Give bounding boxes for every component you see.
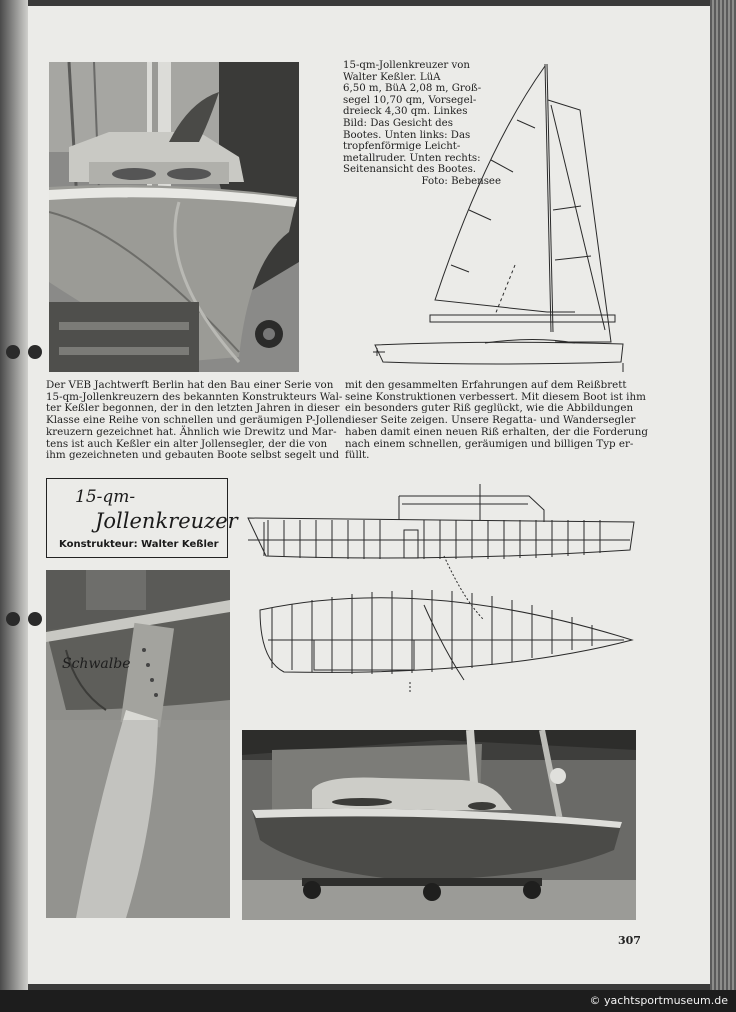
article-line: nach einem schnellen, geräumigen und billigen Typ er- [345,437,634,450]
caption-line: segel 10,70 qm, Vorsegel- [343,94,477,106]
article-column-right [345,379,648,462]
caption-line: dreieck 4,30 qm. Linkes [343,106,468,118]
caption-line: 6,50 m, BüA 2,08 m, Groß- [343,83,482,95]
article-line: tens ist auch Keßler ein alter Jollensegler, der die von [46,437,328,450]
caption-line: 15-qm-Jollenkreuzer von [343,60,470,71]
binder-hole [6,345,20,359]
article-line: 15-qm-Jollenkreuzern des bekannten Konstrukteurs Wal- [46,390,343,403]
article-line: kreuzern gezeichnet hat. Ähnlich wie Drewitz und Mar- [46,425,337,438]
watermark: © yachtsportmuseum.de [589,994,728,1007]
title-box [46,478,238,558]
article-line: mit den gesammelten Erfahrungen auf dem Reißbrett [345,379,627,391]
article-line: ihm gezeichneten und gebauten Boote selbst segelt und [46,449,340,462]
article-line: füllt. [345,449,370,462]
binder-hole [6,612,20,626]
article-line: seine Konstruktionen verbessert. Mit diesem Boot ist ihm [345,390,646,403]
article-line: Der VEB Jachtwerft Berlin hat den Bau einer Serie von [46,379,334,391]
article-line: Klasse eine Reihe von schnellen und geräumigen P-Jollen- [46,414,349,427]
article-column-left [46,379,349,462]
construction-plan-drawing [244,480,640,702]
book-page-stack [710,0,736,990]
caption-line: Bootes. Unten links: Das [343,129,471,141]
caption-line: Foto: Bebensee [421,175,501,187]
binder-hole [28,612,42,626]
caption-line: Seitenansicht des Bootes. [343,164,477,176]
page-number: 307 [618,934,641,947]
book-spine-shadow [0,0,28,990]
title-line-2: Jollenkreuzer [95,509,238,533]
title-line-1: 15-qm- [75,487,136,507]
caption-line: tropfenförmige Leicht- [343,141,461,153]
sail-plan-drawing [365,60,635,372]
article-line: haben damit einen neuen Riß erhalten, der die Forderung [345,425,648,438]
designer-credit: Konstrukteur: Walter Keßler [59,539,219,550]
article-line: dieser Seite zeigen. Unsere Regatta- und Wandersegler [345,414,636,427]
photo-boat-bow [49,62,299,372]
caption-line: metallruder. Unten rechts: [343,152,481,164]
boat-name-on-hull: Schwalbe [62,656,131,672]
photo-boat-side-view [242,730,636,920]
article-line: ter Keßler begonnen, der in den letzten Jahren in dieser [46,402,340,415]
caption-line: Bild: Das Gesicht des [343,117,453,129]
binder-hole [28,345,42,359]
article-line: ein besonders guter Riß geglückt, wie die Abbildungen [345,402,634,415]
caption-line: Walter Keßler. LüA [343,71,441,83]
photo-rudder [46,570,230,918]
